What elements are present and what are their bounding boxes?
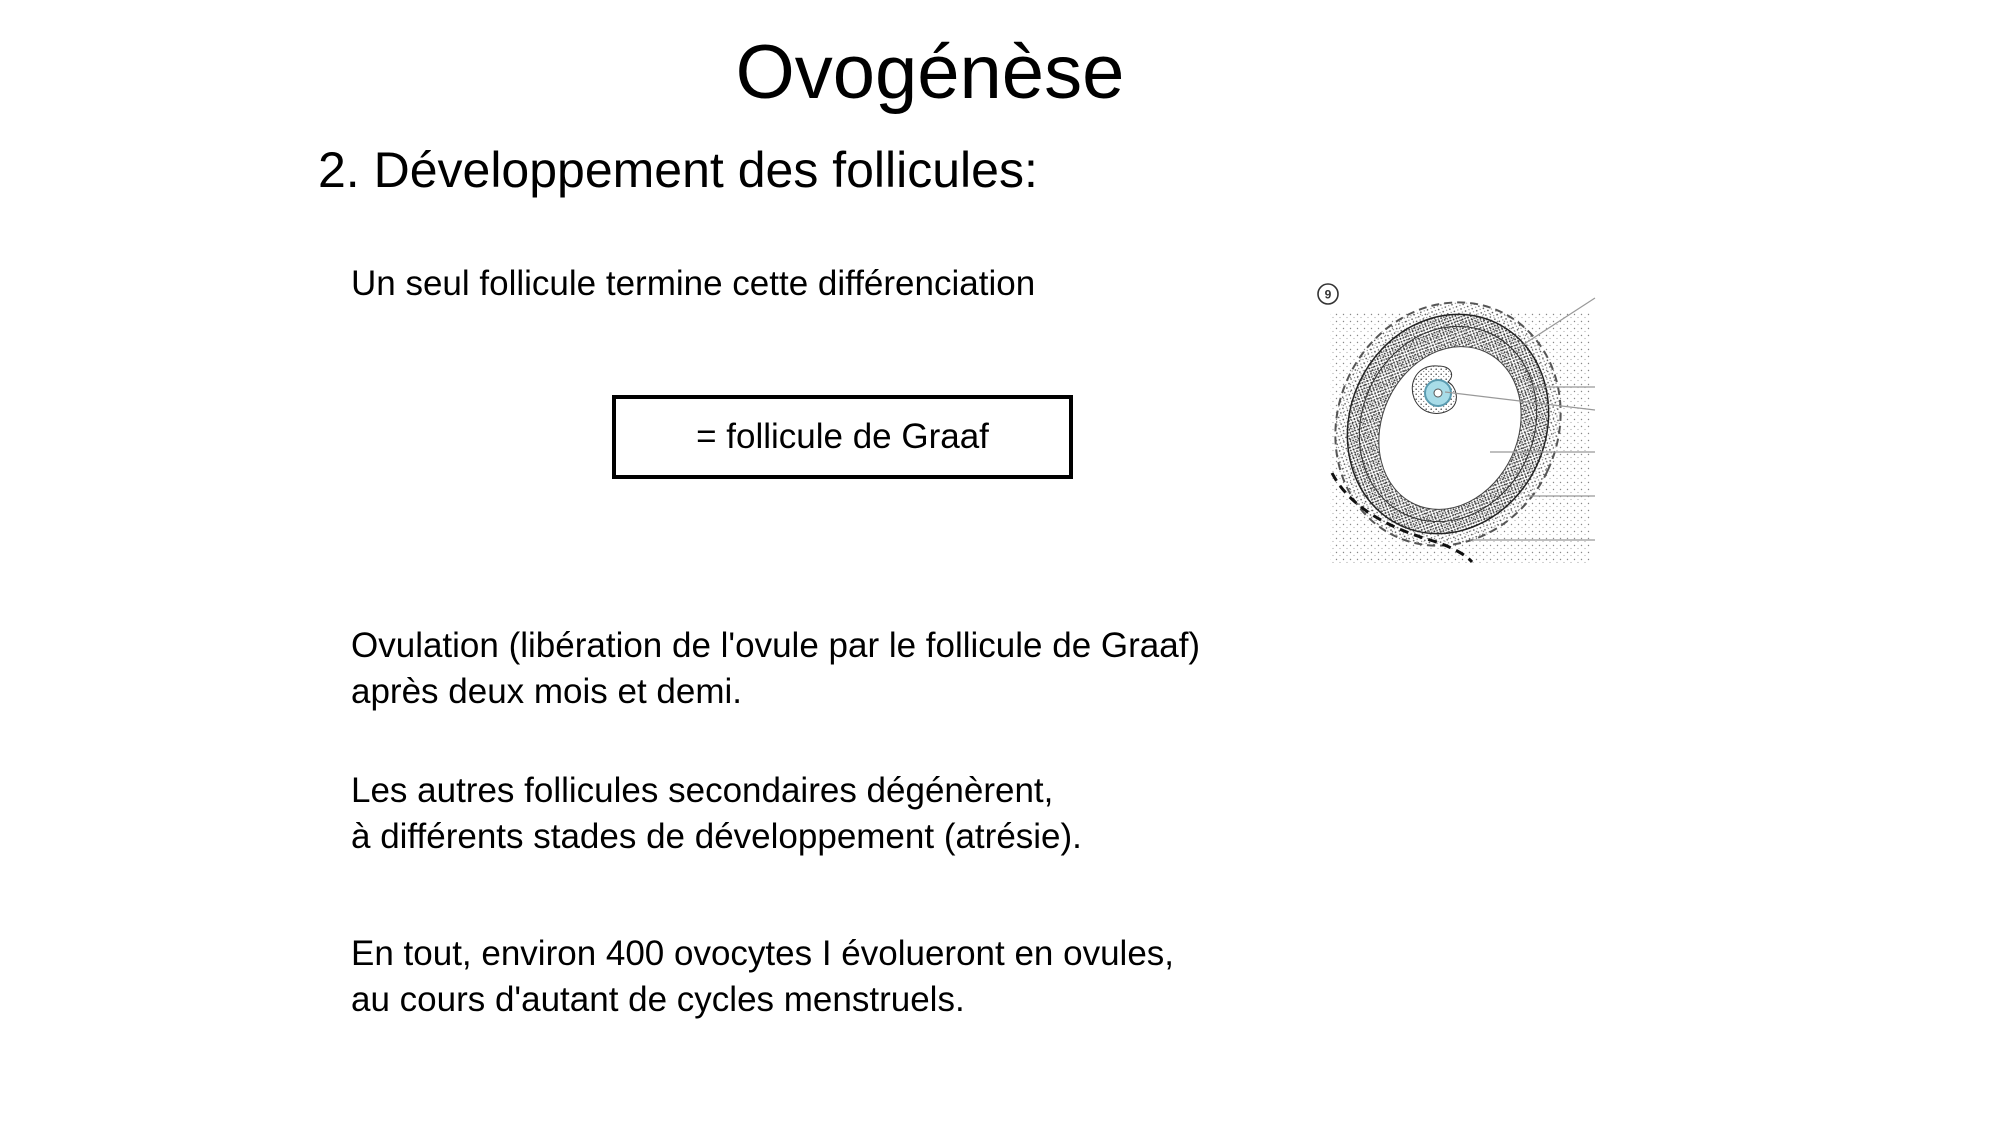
single-follicle-text: Un seul follicule termine cette différenciation [351,264,1036,303]
ovulation-paragraph [351,623,1200,715]
atresia-line-1: Les autres follicules secondaires dégénèrent, [351,771,1054,810]
section-heading: 2. Développement des follicules: [318,142,1038,198]
total-line-2: au cours d'autant de cycles menstruels. [351,980,965,1019]
atresia-line-2: à différents stades de développement (atrésie). [351,817,1082,856]
total-paragraph [351,931,1174,1023]
total-line-1: En tout, environ 400 ovocytes I évolueront en ovules, [351,934,1175,973]
oocyte-nucleus [1434,389,1442,397]
graaf-follicle-box [612,395,1073,479]
figure-number-text: 9 [1324,287,1332,302]
slide-title: Ovogénèse [735,30,1125,115]
graaf-follicle-label: = follicule de Graaf [696,417,989,456]
figure-number-badge [1318,284,1338,304]
atresia-paragraph [351,768,1082,860]
ovulation-line-1: Ovulation (libération de l'ovule par le follicule de Graaf) [351,626,1201,665]
graafian-follicle-illustration [1300,278,1600,568]
ovulation-line-2: après deux mois et demi. [351,672,743,711]
